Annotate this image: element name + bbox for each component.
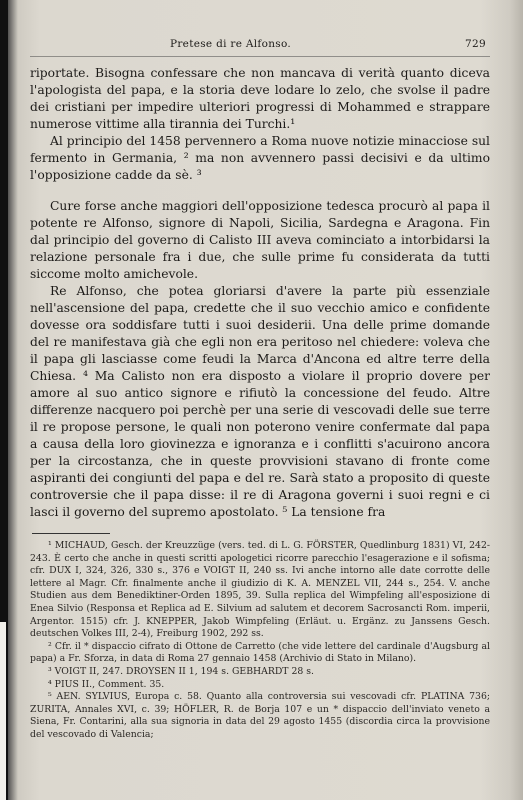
footnote-3: ³ VOIGT II, 247. DROYSEN II 1, 194 s. GEBHARDT 28 s. xyxy=(48,665,314,677)
footnotes xyxy=(30,540,490,742)
footnote-4: ⁴ PIUS II., Comment. 35. xyxy=(48,678,165,690)
book-page xyxy=(30,30,490,742)
footnote-1: ¹ MICHAUD, Gesch. der Kreuzzüge (vers. ted. di L. G. FÖRSTER, Quedlinburg 1831) VI, 242-243. È certo che anche in questi scritti apologetici ricorre parecchio l'esagerazione e il sofisma; cfr. DUX I, 324, 326, 330 s., 376 e VOIGT II, 240 ss. Ivi anche intorno alle date corrotte delle lettere al Magr. Cfr. finalmente anche il giudizio di K. A. MENZEL VII, 244 s., 254. V. anche Studien aus dem Benediktiner-Orden 1895, 39. Sulla replica del Wimpfeling all'esposizione di Enea Silvio (Responsa et Replica ad E. Silvium ad salutem et decorem Sacrosancti Rom. imperii, Argentor. 1515) cfr. J. KNEPPER, Jakob Wimpfeling (Erläut. u. Ergänz. zu Janssens Gesch. deutschen Volkes III, 2-4), Freiburg 1902, 292 ss. xyxy=(30,540,490,640)
running-head-title: Pretese di re Alfonso. xyxy=(170,38,292,50)
footnote-5: ⁵ AEN. SYLVIUS, Europa c. 58. Quanto alla controversia sui vescovadi cfr. PLATINA 736; ZURITA, Annales XVI, c. 39; HÖFLER, R. de Borja 107 e un * dispaccio dell'inviato veneto a Siena, Fr. Contarini, alla sua signoria in data del 29 agosto 1455 (discordia circa la provvisione del vescovado di Valencia; xyxy=(30,691,490,740)
page-edge-strip xyxy=(0,622,6,800)
footnote-2: ² Cfr. il * dispaccio cifrato di Ottone de Carretto (che vide lettere del cardinale d'Augsburg al papa) a Fr. Sforza, in data di Roma 27 gennaio 1458 (Archivio di Stato in Milano). xyxy=(30,640,490,665)
paragraph-2: Al principio del 1458 pervennero a Roma nuove notizie minacciose sul fermento in Germania, ² ma non avvennero passi decisivi e da ultimo l'opposizione cadde da sè. ³ xyxy=(30,134,490,182)
paragraph-1: riportate. Bisogna confessare che non mancava di verità quanto diceva l'apologista del papa, e la storia deve lodare lo zelo, che svolse il padre dei cristiani per impedire ulteriori progressi di Mohammed e strappare numerose vittime alla tirannia dei Turchi.¹ xyxy=(30,66,490,131)
footnote-separator xyxy=(32,533,110,534)
paragraph-3: Cure forse anche maggiori dell'opposizione tedesca procurò al papa il potente re Alfonso, signore di Napoli, Sicilia, Sardegna e Aragona. Fin dal principio del governo di Calisto III aveva cominciato a intorbidarsi la relazione personale fra i due, che sulle prime fu considerata da tutti siccome molto amichevole. xyxy=(30,199,490,281)
page-number: 729 xyxy=(465,38,486,50)
paragraph-4: Re Alfonso, che potea gloriarsi d'avere la parte più essenziale nell'ascensione del papa, credette che il suo vecchio amico e confidente dovesse ora soddisfare tutti i suoi desiderii. Una delle prime domande del re manifestava già che egli non era peritoso nel chiedere: voleva che il papa gli lasciasse come feudi la Marca d'Ancona ed altre terre della Chiesa. ⁴ Ma Calisto non era disposto a violare il proprio dovere per amore al suo antico signore e rifiutò la concessione del feudo. Altre differenze nacquero poi perchè per una serie di vescovadi delle sue terre il re propose persone, le quali non poterono venire confermate dal papa a causa della loro giovinezza e ignoranza e i conflitti s'acuirono ancora per la circostanza, che in queste provvisioni stavano di fronte come aspiranti dei congiunti del papa e del re. Sarà stato a proposito di queste controversie che il papa disse: il re di Aragona governi i suoi regni e ci lasci il governo del supremo apostolato. ⁵ La tensione fra xyxy=(30,284,490,519)
running-header xyxy=(30,30,490,50)
header-rule xyxy=(30,56,490,57)
main-text xyxy=(30,65,490,521)
